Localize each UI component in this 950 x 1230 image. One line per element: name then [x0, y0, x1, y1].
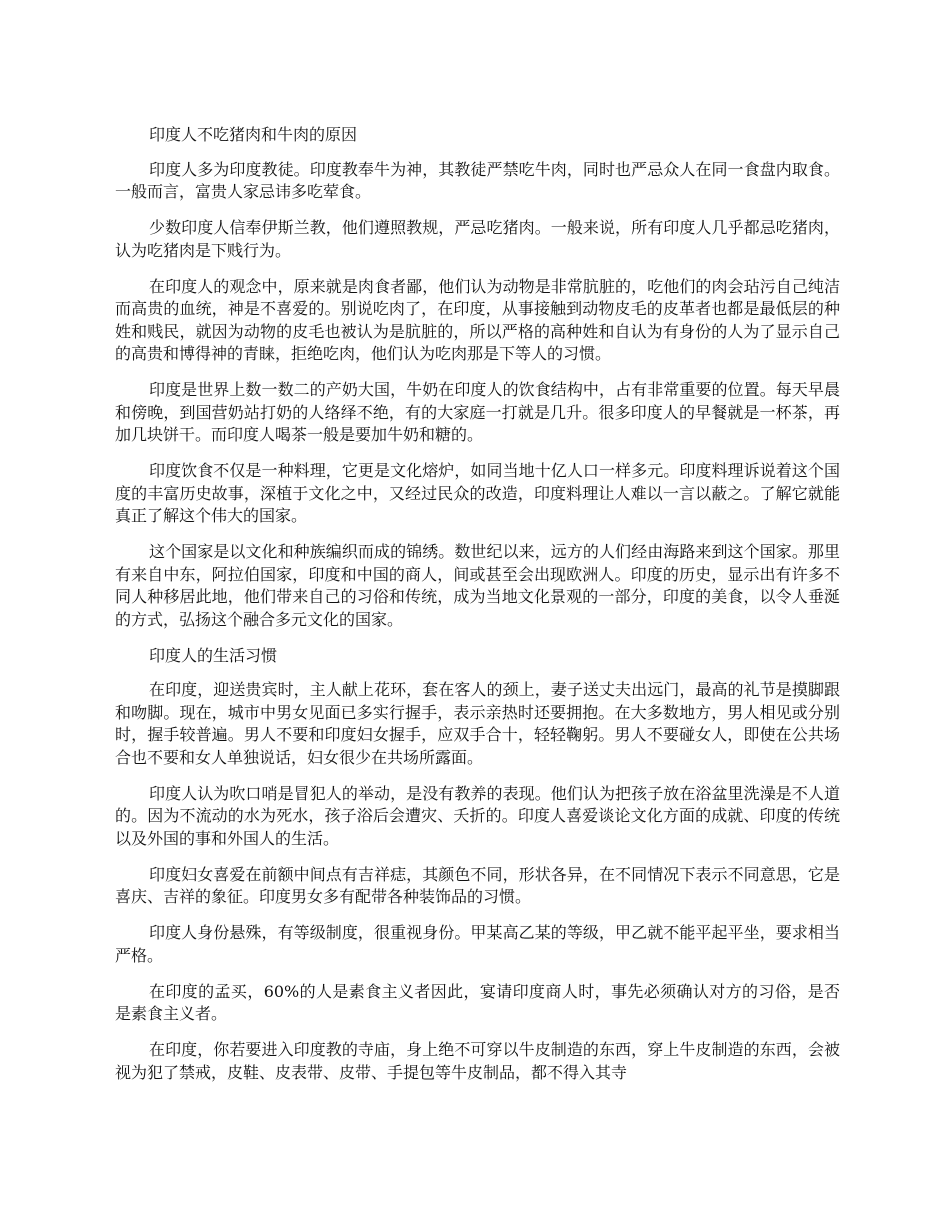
- paragraph-vegetarian-mumbai: 在印度的孟买，60%的人是素食主义者因此，宴请印度商人时，事先必须确认对方的习俗，是否是素食主义者。: [115, 981, 840, 1023]
- paragraph-whistling-bathing: 印度人认为吹口哨是冒犯人的举动，是没有教养的表现。他们认为把孩子放在浴盆里洗澡是不人道的。因为不流动的水为死水，孩子浴后会遭灾、夭折的。印度人喜爱谈论文化方面的成就、印度的传统以及外国的事和外国人的生活。: [115, 783, 840, 848]
- section-heading-living-habits: 印度人的生活习惯: [149, 645, 278, 665]
- paragraph-temple-leather: 在印度，你若要进入印度教的寺庙，身上绝不可穿以牛皮制造的东西，穿上牛皮制造的东西，会被视为犯了禁戒，皮鞋、皮表带、皮带、手提包等牛皮制品，都不得入其寺: [115, 1040, 840, 1082]
- paragraph-greeting-customs: 在印度，迎送贵宾时，主人献上花环，套在客人的颈上，妻子送丈夫出远门，最高的礼节是摸脚跟和吻脚。现在，城市中男女见面已多实行握手，表示亲热时还要拥抱。在大多数地方，男人相见或分别时，握手较普遍。男人不要和印度妇女握手，应双手合十，轻轻鞠躬。男人不要碰女人，即使在公共场合也不要和女人单独说话，妇女很少在共场所露面。: [115, 680, 840, 767]
- paragraph-milk-production: 印度是世界上数一数二的产奶大国，牛奶在印度人的饮食结构中，占有非常重要的位置。每天早晨和傍晚，到国营奶站打奶的人络绎不绝，有的大家庭一打就是几升。很多印度人的早餐就是一杯茶，再加几块饼干。而印度人喝茶一般是要加牛奶和糖的。: [115, 380, 840, 444]
- document-body: [115, 124, 840, 1098]
- paragraph-islam-pork: 少数印度人信奉伊斯兰教，他们遵照教规，严忌吃猪肉。一般来说，所有印度人几乎都忌吃猪肉，认为吃猪肉是下贱行为。: [115, 218, 840, 260]
- paragraph-meat-impurity: 在印度人的观念中，原来就是肉食者鄙，他们认为动物是非常肮脏的，吃他们的肉会玷污自己纯洁而高贵的血统，神是不喜爱的。别说吃肉了，在印度，从事接触到动物皮毛的皮革者也都是最低层的种姓和贱民，就因为动物的皮毛也被认为是肮脏的，所以严格的高种姓和自认为有身份的人为了显示自己的高贵和博得神的青睐，拒绝吃肉，他们认为吃肉那是下等人的习惯。: [115, 276, 840, 363]
- paragraph-hindu-beliefs: 印度人多为印度教徒。印度教奉牛为神，其教徒严禁吃牛肉，同时也严忌众人在同一食盘内取食。一般而言，富贵人家忌讳多吃荤食。: [115, 159, 840, 201]
- paragraph-cultural-tapestry: 这个国家是以文化和种族编织而成的锦绣。数世纪以来，远方的人们经由海路来到这个国家。那里有来自中东，阿拉伯国家，印度和中国的商人，间或甚至会出现欧洲人。印度的历史，显示出有许多不同人种移居此地，他们带来自己的习俗和传统，成为当地文化景观的一部分，印度的美食，以令人垂涎的方式，弘扬这个融合多元文化的国家。: [115, 542, 840, 629]
- paragraph-caste-status: 印度人身份悬殊，有等级制度，很重视身份。甲某高乙某的等级，甲乙就不能平起平坐，要求相当严格。: [115, 923, 840, 965]
- paragraph-cuisine-culture: 印度饮食不仅是一种料理，它更是文化熔炉，如同当地十亿人口一样多元。印度料理诉说着这个国度的丰富历史故事，深植于文化之中，又经过民众的改造，印度料理让人难以一言以蔽之。了解它就能真正了解这个伟大的国家。: [115, 461, 840, 525]
- paragraph-bindi-ornaments: 印度妇女喜爱在前额中间点有吉祥痣，其颜色不同，形状各异，在不同情况下表示不同意思，它是喜庆、吉祥的象征。印度男女多有配带各种装饰品的习惯。: [115, 864, 840, 906]
- section-heading-pork-beef: 印度人不吃猪肉和牛肉的原因: [149, 125, 358, 144]
